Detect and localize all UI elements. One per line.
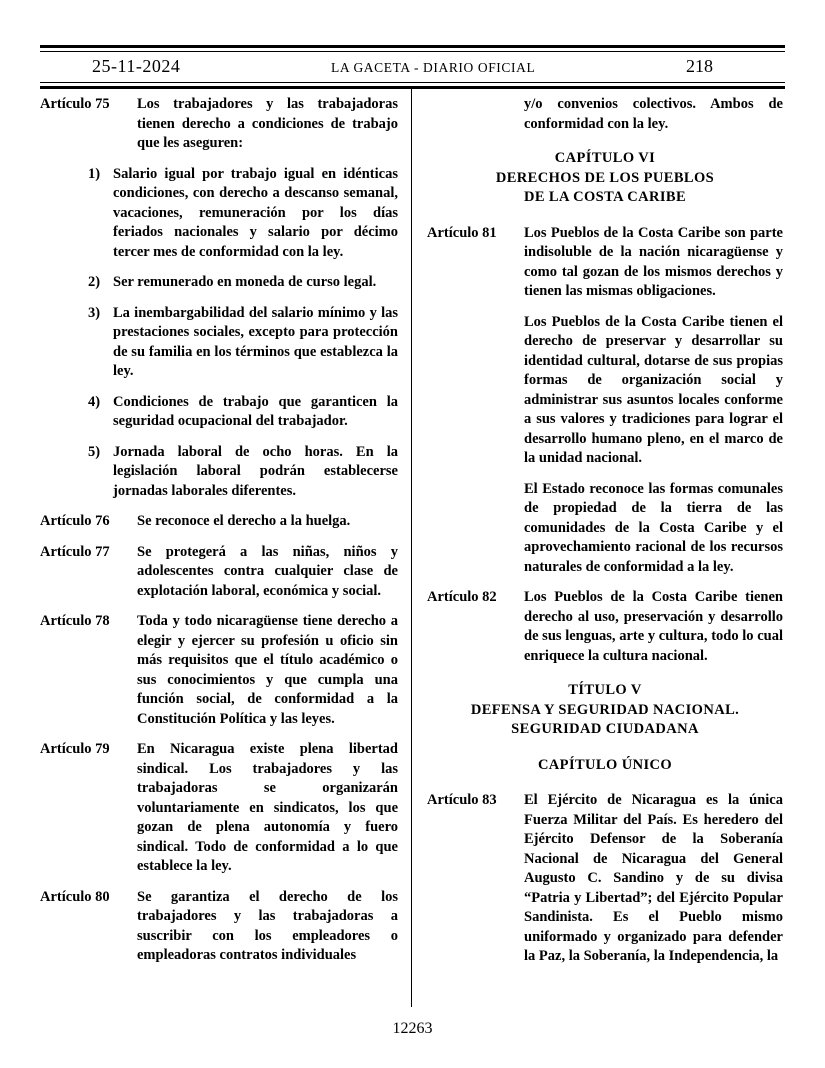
heading-line: CAPÍTULO ÚNICO bbox=[537, 756, 673, 773]
numbered-item bbox=[88, 304, 398, 382]
article-text: Los trabajadores y las trabajadoras tienen derecho a condiciones de trabajo que les aseguren: bbox=[137, 96, 398, 151]
item-number: 4) bbox=[88, 393, 101, 410]
folio-number: 12263 bbox=[392, 1020, 433, 1037]
heading-line: CAPÍTULO VI bbox=[554, 150, 656, 166]
right-column bbox=[412, 89, 783, 1007]
article-block bbox=[427, 588, 783, 666]
article-text: Toda y todo nicaragüense tiene derecho a elegir y ejercer su profesión u oficio sin más requisitos que el título académico o sus conocimientos y que cumpla una función social, de conformidad a la Constitución Política y las leyes. bbox=[137, 613, 398, 727]
section-heading bbox=[427, 681, 783, 740]
article-block bbox=[40, 740, 398, 877]
item-text: La inembargabilidad del salario mínimo y las prestaciones sociales, excepto para protección de su familia en los términos que establezca la ley. bbox=[113, 304, 398, 379]
heading-line: TÍTULO V bbox=[568, 682, 642, 698]
document-body bbox=[40, 89, 785, 1007]
item-text: Salario igual por trabajo igual en idénticas condiciones, con derecho a descanso semanal, vacaciones, remuneración por los días feriados nacionales y salario por décimo tercer mes de conformidad con la ley. bbox=[113, 165, 398, 260]
article-block bbox=[40, 95, 398, 154]
item-text: Jornada laboral de ocho horas. En la legislación laboral podrán establecerse jornadas laborales diferentes. bbox=[113, 443, 398, 499]
paragraph-text: y/o convenios colectivos. Ambos de conformidad con la ley. bbox=[524, 96, 783, 132]
article-label: Artículo 75 bbox=[40, 96, 110, 112]
gazette-title: LA GACETA - DIARIO OFICIAL bbox=[331, 60, 536, 75]
gazette-page-number: 218 bbox=[686, 56, 713, 76]
article-label: Artículo 81 bbox=[427, 224, 497, 241]
paragraph-text: Los Pueblos de la Costa Caribe tienen el derecho de preservar y desarrollar su identidad cultural, dotarse de sus propias formas de organización social y administrar sus asuntos locales conforme a sus valores y tradiciones para lograr el desarrollo humano pleno, en el marco de la unidad nacional. bbox=[524, 313, 783, 466]
article-label: Artículo 82 bbox=[427, 589, 497, 605]
header-top-rule bbox=[40, 45, 785, 52]
article-text: El Ejército de Nicaragua es la única Fuerza Militar del País. Es heredero del Ejército Defensor de la Soberanía Nacional de Nicaragua del General Augusto C. Sandino y de su divisa “Patria y Libertad”; del Ejército Popular Sandinista. Es el Pueblo mismo uniformado y organizado para defender la Paz, la Soberanía, la Independencia, la bbox=[524, 792, 783, 964]
numbered-item bbox=[88, 393, 398, 432]
left-column bbox=[40, 89, 412, 1007]
item-number: 2) bbox=[88, 274, 101, 290]
article-label: Artículo 83 bbox=[427, 792, 497, 808]
page-header bbox=[40, 52, 785, 82]
indent-spacer bbox=[427, 95, 524, 134]
article-block bbox=[427, 224, 783, 302]
header-bottom-rule bbox=[40, 82, 785, 89]
article-label: Artículo 79 bbox=[40, 741, 110, 757]
page-footer bbox=[40, 1007, 785, 1038]
article-text: Los Pueblos de la Costa Caribe tienen derecho al uso, preservación y desarrollo de sus lenguas, arte y cultura, todo lo cual enriquece la cultura nacional. bbox=[524, 589, 783, 664]
article-block bbox=[40, 512, 398, 532]
article-block bbox=[40, 543, 398, 602]
article-text: Se reconoce el derecho a la huelga. bbox=[137, 513, 351, 529]
continuation-paragraph bbox=[427, 313, 783, 469]
paragraph-text: El Estado reconoce las formas comunales de propiedad de la tierra de las comunidades de la Costa Caribe y el aprovechamiento racional de los recursos naturales de conformidad a la ley. bbox=[524, 480, 783, 575]
article-block bbox=[427, 791, 783, 967]
article-label: Artículo 78 bbox=[40, 613, 110, 629]
section-heading bbox=[427, 756, 783, 776]
article-label: Artículo 77 bbox=[40, 543, 110, 560]
continuation-paragraph bbox=[427, 95, 783, 134]
item-number: 1) bbox=[88, 165, 101, 182]
article-text: Los Pueblos de la Costa Caribe son parte indisoluble de la nación nicaragüense y como tal gozan de los mismos derechos y tienen las mismas obligaciones. bbox=[524, 224, 783, 299]
item-text: Condiciones de trabajo que garanticen la seguridad ocupacional del trabajador. bbox=[113, 393, 398, 429]
heading-line: DE LA COSTA CARIBE bbox=[523, 189, 687, 205]
gazette-date: 25-11-2024 bbox=[92, 56, 181, 76]
numbered-item bbox=[88, 165, 398, 263]
article-text: En Nicaragua existe plena libertad sindical. Los trabajadores y las trabajadoras se organizarán voluntariamente en sindicatos, los que gozan de plena autonomía y fuero sindical. Todo de conformidad a lo que establece la ley. bbox=[137, 741, 398, 874]
article-label: Artículo 80 bbox=[40, 888, 110, 905]
item-number: 3) bbox=[88, 304, 101, 321]
article-block bbox=[40, 612, 398, 729]
indent-spacer bbox=[427, 313, 524, 469]
numbered-item bbox=[88, 443, 398, 502]
item-number: 5) bbox=[88, 443, 101, 460]
article-block bbox=[40, 888, 398, 966]
numbered-item bbox=[88, 273, 398, 293]
article-label: Artículo 76 bbox=[40, 513, 110, 529]
indent-spacer bbox=[427, 480, 524, 578]
article-text: Se protegerá a las niñas, niños y adolescentes contra cualquier clase de explotación laboral, económica y social. bbox=[137, 543, 398, 599]
heading-line: DEFENSA Y SEGURIDAD NACIONAL. bbox=[470, 701, 740, 718]
item-text: Ser remunerado en moneda de curso legal. bbox=[113, 274, 377, 290]
continuation-paragraph bbox=[427, 480, 783, 578]
article-text: Se garantiza el derecho de los trabajadores y las trabajadoras a suscribir con los empleadores o empleadoras contratos individuales bbox=[137, 888, 398, 963]
heading-line: SEGURIDAD CIUDADANA bbox=[511, 721, 699, 737]
section-heading bbox=[427, 149, 783, 208]
heading-line: DERECHOS DE LOS PUEBLOS bbox=[495, 169, 715, 186]
